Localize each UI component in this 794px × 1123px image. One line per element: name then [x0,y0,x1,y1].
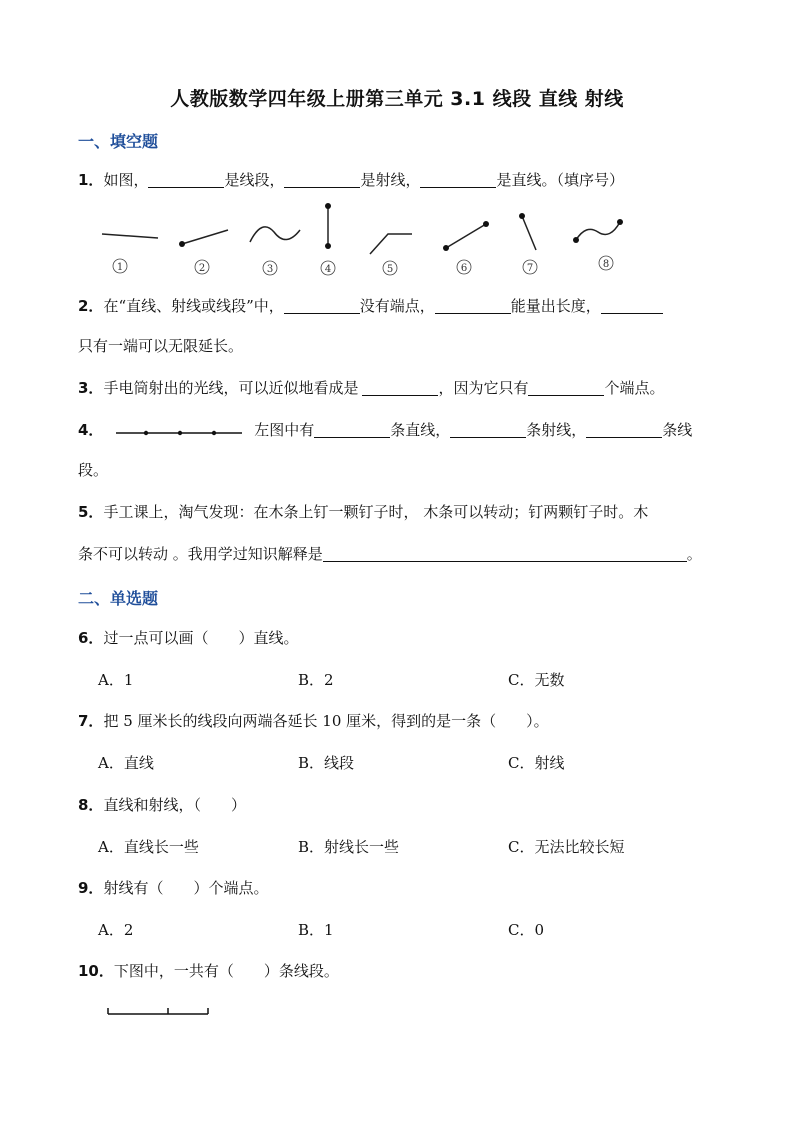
endpoint-dot [325,203,331,209]
q1-figure [90,200,650,280]
question-2-continued: 只有一端可以无限延长。 [78,337,244,355]
figure-label: 2 [198,263,206,274]
endpoint-dot [179,241,185,247]
answer-blank[interactable] [435,297,511,314]
question-text: 没有端点， [359,297,435,315]
question-6 [78,628,298,648]
endpoint-dot [519,213,525,219]
question-1 [78,170,624,190]
question-text: 直线和射线，（ ） [103,796,246,814]
page-title: 人教版数学四年级上册第三单元 3.1 线段 直线 射线 [170,88,624,110]
question-text: 条不可以转动 。我用学过知识解释是 [78,545,323,563]
figure-label: 3 [266,264,274,275]
option-c[interactable]: C．射线 [508,754,565,772]
option-c[interactable]: C．0 [508,921,545,939]
question-number: 2． [78,297,104,315]
question-text: 把 5 厘米长的线段向两端各延长 10 厘米，得到的是一条（ ）。 [103,712,549,730]
question-text: 手工课上，淘气发现：在木条上钉一颗钉子时， 木条可以转动；钉两颗钉子时。木 [103,503,649,521]
answer-blank[interactable] [586,421,662,438]
answer-blank[interactable] [323,545,687,562]
question-text: 条线 [662,421,693,439]
figure-label: 4 [324,264,332,275]
question-text: 条射线， [526,421,587,439]
option-b[interactable]: B．1 [298,921,334,939]
question-number: 9． [78,879,104,897]
question-text: 个端点。 [604,379,665,397]
question-5-continued [78,544,702,564]
question-number: 6． [78,629,104,647]
endpoint-dot [483,221,489,227]
question-3 [78,378,664,398]
question-9 [78,878,268,898]
question-text: 手电筒射出的光线，可以近似地看成是 [103,379,359,397]
question-4-continued: 段。 [78,461,109,479]
option-a[interactable]: A．2 [98,921,134,939]
endpoint-dot [573,237,579,243]
question-number: 7． [78,712,104,730]
question-8 [78,795,246,815]
question-text: 是射线， [360,171,421,189]
question-text: 。 [686,545,702,563]
figure-label: 5 [386,264,394,275]
section-fill-in: 一、填空题 [78,132,159,151]
figure-polyline-5 [370,234,412,254]
question-text: 左图中有 [254,421,315,439]
q10-segment-figure [104,1000,214,1020]
question-text: 下图中，一共有（ ）条线段。 [113,962,339,980]
answer-blank[interactable] [450,421,526,438]
option-a[interactable]: A．直线长一些 [98,838,199,856]
option-b[interactable]: B．2 [298,671,334,689]
question-number: 10． [78,962,114,980]
figure-label: 7 [526,263,534,274]
question-number: 4． [78,421,104,439]
question-10 [78,961,339,981]
question-text: 能量出长度， [510,297,601,315]
answer-blank[interactable] [284,297,360,314]
answer-blank[interactable] [148,171,224,188]
question-text: 是直线。（填序号） [496,171,624,189]
endpoint-dot [617,219,623,225]
figure-label: 6 [460,263,468,274]
answer-blank[interactable] [601,297,663,314]
q4-line-figure [114,423,246,437]
option-a[interactable]: A．1 [98,671,134,689]
option-c[interactable]: C．无数 [508,671,565,689]
answer-blank[interactable] [362,379,438,396]
question-text: 条直线， [390,421,451,439]
question-text: 如图， [103,171,149,189]
option-b[interactable]: B．线段 [298,754,355,772]
answer-blank[interactable] [420,171,496,188]
option-a[interactable]: A．直线 [98,754,154,772]
question-text: 在“直线、射线或线段”中， [103,297,284,315]
question-number: 8． [78,796,104,814]
question-2 [78,296,663,316]
question-number: 5． [78,503,104,521]
question-7 [78,711,549,731]
figure-ray-2 [182,230,228,244]
figure-segment-6 [446,224,486,248]
question-text: 射线有（ ）个端点。 [103,879,269,897]
figure-label: 1 [116,262,124,273]
question-number: 1． [78,171,104,189]
question-number: 3． [78,379,104,397]
endpoint-dot [325,243,331,249]
question-text: 过一点可以画（ ）直线。 [103,629,299,647]
figure-ray-7 [522,216,536,250]
figure-label: 8 [602,259,610,270]
question-text: ，因为它只有 [438,379,529,397]
answer-blank[interactable] [284,171,360,188]
answer-blank[interactable] [314,421,390,438]
option-b[interactable]: B．射线长一些 [298,838,400,856]
question-5 [78,502,648,522]
question-text: 是线段， [224,171,285,189]
endpoint-dot [443,245,449,251]
section-single-choice: 二、单选题 [78,589,159,608]
answer-blank[interactable] [528,379,604,396]
question-4 [78,420,692,440]
figure-line-1 [102,234,158,238]
option-c[interactable]: C．无法比较长短 [508,838,625,856]
figure-curve-3 [250,227,300,242]
figure-curve-8 [576,222,620,240]
